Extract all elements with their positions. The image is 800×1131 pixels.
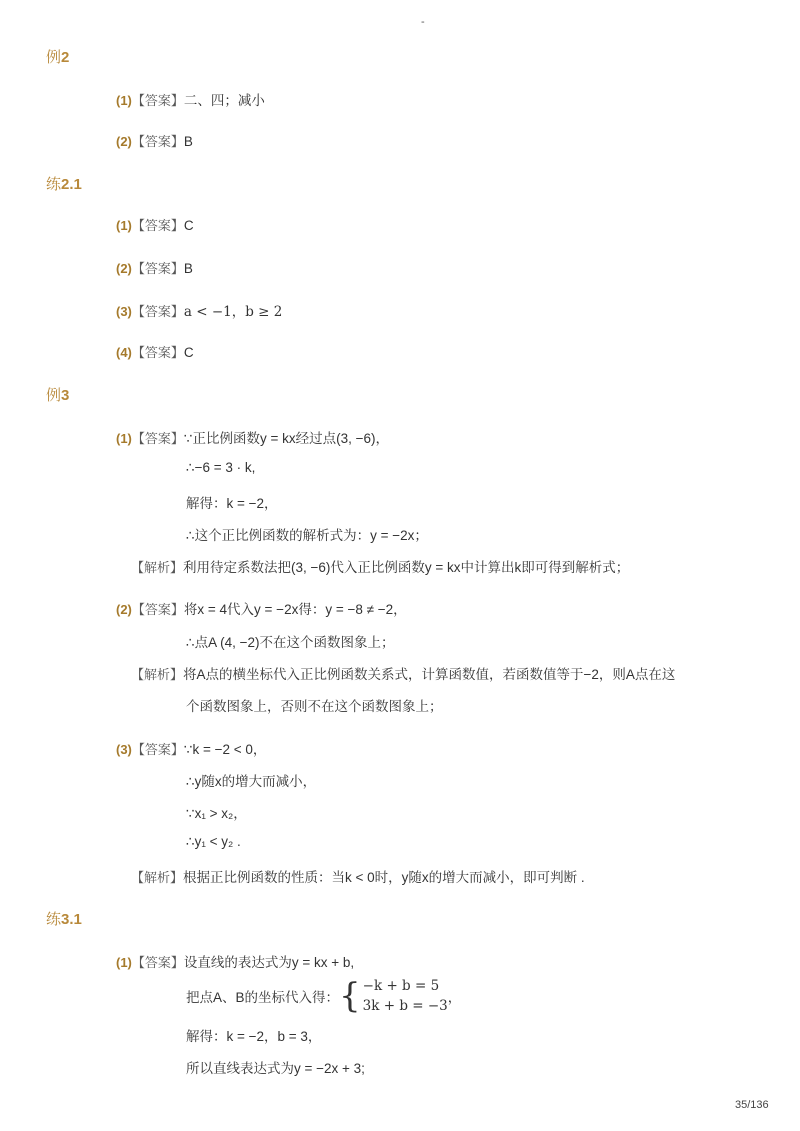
section-title-example-3 (46, 384, 69, 405)
section-prefix: 练 (46, 176, 62, 193)
section-title-practice-3-1 (46, 908, 82, 929)
section-prefix: 练 (46, 911, 62, 928)
answer-text: a < −1，b ≥ 2 (183, 304, 283, 320)
header-mark: - (421, 16, 425, 28)
solution-line: ∴点A (4, −2)不在这个函数图象上； (186, 635, 395, 650)
ex3-item-1 (116, 427, 389, 448)
solution-line: 将x = 4代入y = −2x得：y = −8 ≠ −2， (183, 602, 407, 617)
answer-label: 【答案】 (131, 431, 184, 446)
section-number: 3 (61, 387, 70, 404)
ex3-item-3-analysis (131, 866, 585, 887)
analysis-text-continued: 个函数图象上，否则不在这个函数图象上； (186, 699, 443, 714)
pr21-item-3 (116, 300, 282, 321)
ex2-item-2 (116, 131, 193, 151)
solution-line: 设直线的表达式为y = kx + b, (183, 955, 355, 970)
answer-label: 【答案】 (131, 304, 184, 319)
answer-label: 【答案】 (131, 261, 184, 276)
section-number: 2.1 (61, 176, 82, 193)
solution-line: 解得：k = −2， (186, 496, 278, 511)
answer-label: 【答案】 (131, 93, 184, 108)
item-number: (3) (116, 304, 132, 319)
item-number: (2) (116, 261, 132, 276)
item-number: (1) (116, 218, 132, 233)
ex3-item-1-analysis (131, 556, 629, 577)
item-number: (4) (116, 345, 132, 360)
page-number: 35/136 (735, 1099, 769, 1111)
ex3-item-3 (116, 738, 266, 759)
analysis-text: 利用待定系数法把(3, −6)代入正比例函数y = kx中计算出k即可得到解析式； (183, 560, 630, 575)
equation-system (363, 976, 448, 1016)
ex2-item-1 (116, 89, 265, 110)
ex3-item-2 (116, 598, 407, 619)
answer-label: 【答案】 (131, 218, 184, 233)
solution-line: ∴这个正比例函数的解析式为：y = −2x； (186, 528, 428, 543)
analysis-label: 【解析】 (131, 667, 184, 682)
answer-text: 二、四；减小 (183, 93, 265, 108)
answer-label: 【答案】 (131, 134, 184, 149)
item-number: (1) (116, 93, 132, 108)
equation: 3k + b = −3 (362, 998, 448, 1014)
answer-text: B (183, 134, 193, 149)
answer-label: 【答案】 (131, 742, 184, 757)
left-brace-icon: { (339, 976, 361, 1016)
answer-text: C (183, 218, 194, 233)
answer-label: 【答案】 (131, 345, 184, 360)
section-number: 3.1 (61, 911, 82, 928)
answer-label: 【答案】 (131, 955, 184, 970)
item-number: (3) (116, 742, 132, 757)
system-trailing-punct: ， (447, 990, 462, 1005)
pr21-item-1 (116, 215, 194, 235)
solution-line: 所以直线表达式为y = −2x + 3; (186, 1061, 365, 1076)
analysis-label: 【解析】 (131, 870, 184, 885)
solution-line: ∵正比例函数y = kx经过点(3, −6)， (183, 431, 390, 446)
pr21-item-2 (116, 258, 193, 278)
ex3-item-2-analysis (131, 663, 675, 684)
solution-line: ∵x₁ > x₂， (186, 806, 247, 821)
item-number: (1) (116, 431, 132, 446)
equation: −k + b = 5 (362, 978, 440, 994)
answer-text: B (183, 261, 193, 276)
pr31-item-1 (116, 951, 354, 972)
solution-line: ∴y随x的增大而减小， (186, 774, 317, 789)
item-number: (2) (116, 602, 132, 617)
section-prefix: 例 (46, 49, 62, 66)
item-number: (2) (116, 134, 132, 149)
solution-line: 解得：k = −2，b = 3， (186, 1029, 322, 1044)
analysis-text: 将A点的横坐标代入正比例函数关系式，计算函数值，若函数值等于−2，则A点在这 (183, 667, 676, 682)
section-title-practice-2-1 (46, 173, 82, 194)
item-number: (1) (116, 955, 132, 970)
analysis-label: 【解析】 (131, 560, 184, 575)
answer-text: C (183, 345, 194, 360)
section-prefix: 例 (46, 387, 62, 404)
section-number: 2 (61, 49, 70, 66)
answer-label: 【答案】 (131, 602, 184, 617)
pr21-item-4 (116, 342, 194, 362)
section-title-example-2 (46, 46, 69, 67)
analysis-text: 根据正比例函数的性质：当k < 0时，y随x的增大而减小，即可判断 . (183, 870, 585, 885)
solution-line: ∴y₁ < y₂ . (186, 834, 241, 849)
solution-line: ∴−6 = 3 · k, (186, 460, 256, 475)
system-intro-text: 把点A、B的坐标代入得： (186, 990, 340, 1005)
solution-line: ∵k = −2 < 0， (183, 742, 267, 757)
solution-line-system (186, 976, 461, 1016)
